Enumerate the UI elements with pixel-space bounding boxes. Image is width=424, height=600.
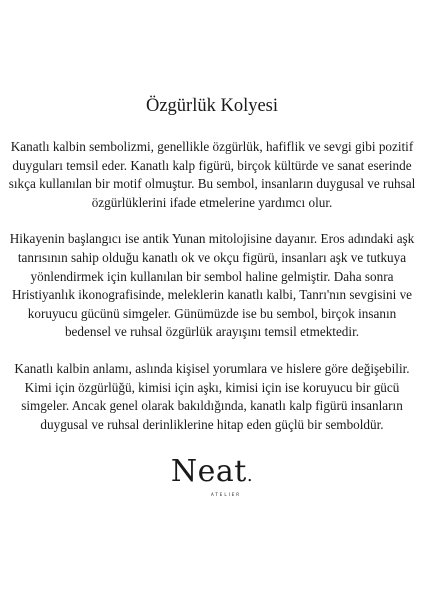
- brand-logo: [0, 456, 424, 497]
- logo-tagline: ATELIER: [210, 492, 242, 497]
- paragraph-2: Hikayenin başlangıcı ise antik Yunan mitolojisine dayanır. Eros adındaki aşk tanrısının sahip olduğu kanatlı ok ve okçu figürü, insanları aşk ve tutkuya yönlendirmek için kullanılan bir sembol haline gelmiştir. Daha sonra Hristiyanlık ikonografisinde, meleklerin kanatlı kalbi, Tanrı'nın sevgisini ve koruyucu gücünü simgeler. Günümüzde ise bu sembol, birçok insanın bedensel ve ruhsal özgürlük arayışını temsil etmektedir.: [9, 231, 415, 340]
- page-title: Özgürlük Kolyesi: [145, 96, 279, 116]
- paragraph-1: Kanatlı kalbin sembolizmi, genellikle özgürlük, hafiflik ve sevgi gibi pozitif duyguları temsil eder. Kanatlı kalp figürü, birçok kültürde ve sanat eserinde sıkça kullanılan bir motif olmuştur. Bu sembol, insanların duygusal ve ruhsal özgürlüklerini ifade etmelerine yardımcı olur.: [8, 139, 416, 210]
- logo-wordmark: Neat.: [170, 454, 254, 489]
- body-text: [6, 138, 418, 452]
- paragraph-3: Kanatlı kalbin anlamı, aslında kişisel yorumlara ve hislere göre değişebilir. Kimi için özgürlüğü, kimisi için aşkı, kimisi için ise koruyucu bir gücü simgeler. Ancak genel olarak bakıldığında, kanatlı kalp figürü insanların duygusal ve ruhsal derinliklerine hitap eden güçlü bir semboldür.: [14, 360, 410, 432]
